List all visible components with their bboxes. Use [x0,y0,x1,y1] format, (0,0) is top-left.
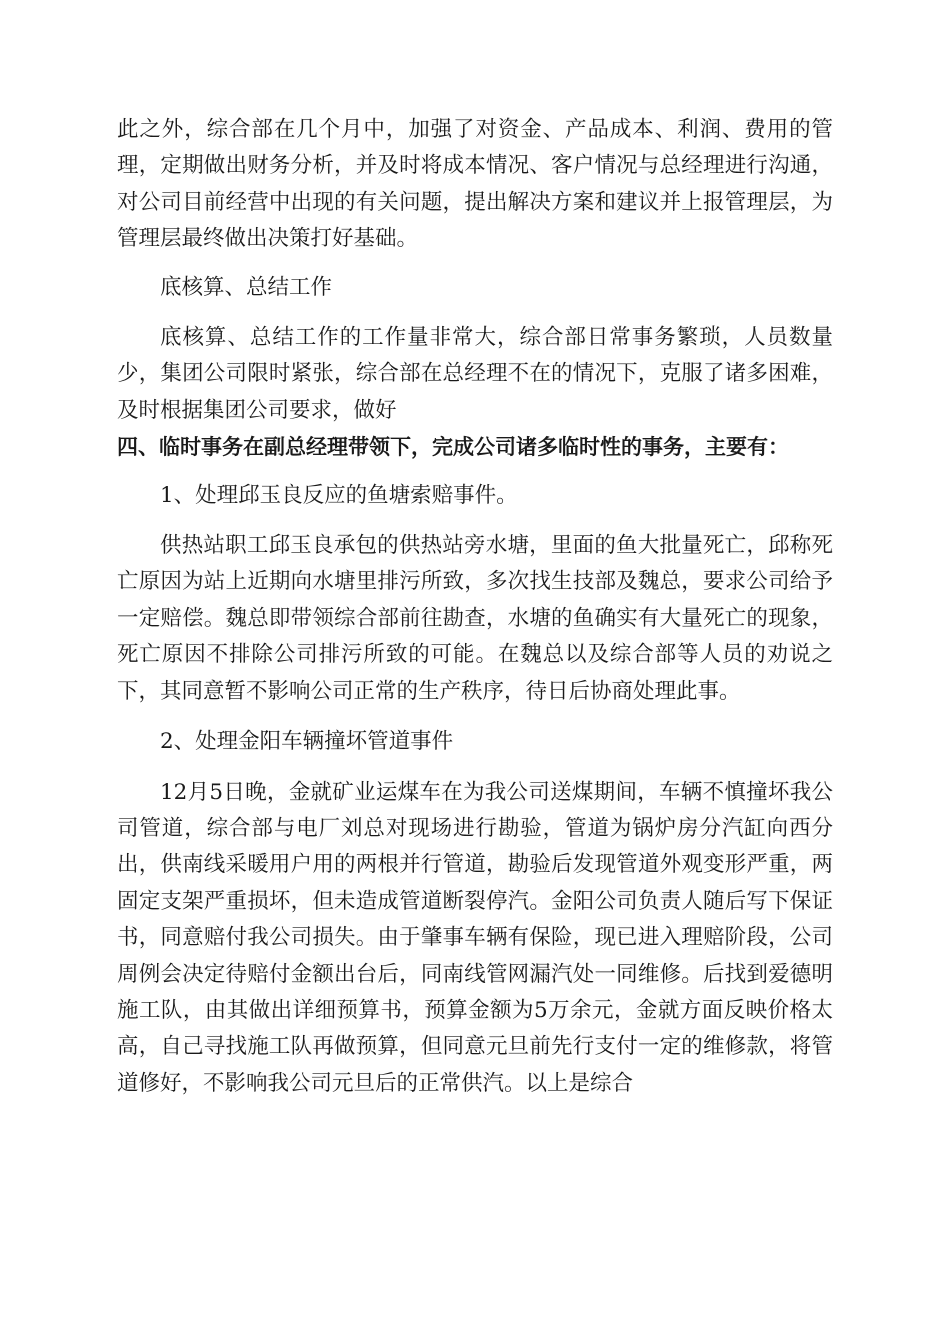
item-1-title: 1、处理邱玉良反应的鱼塘索赔事件。 [160,482,518,508]
item-1-body: 供热站职工邱玉良承包的供热站旁水塘，里面的鱼大批量死亡，邱称死亡原因为站上近期向水塘里排污所致，多次找生技部及魏总，要求公司给予一定赔偿。魏总即带领综合部前往勘查，水塘的鱼确实有大量死亡的现象，死亡原因不排除公司排污所致的可能。在魏总以及综合部等人员的劝说之下，其同意暂不影响公司正常的生产秩序，待日后协商处理此事。 [117,533,833,704]
document-page [117,112,833,1102]
item-2-body: 12月5日晚，金就矿业运煤车在为我公司送煤期间，车辆不慎撞坏我公司管道，综合部与电厂刘总对现场进行勘验，管道为锅炉房分汽缸向西分出，供南线采暖用户用的两根并行管道，勘验后发现管道外观变形严重，两固定支架严重损坏，但未造成管道断裂停汽。金阳公司负责人随后写下保证书，同意赔付我公司损失。由于肇事车辆有保险，现已进入理赔阶段，公司周例会决定待赔付金额出台后，同南线管网漏汽处一同维修。后找到爱德明施工队，由其做出详细预算书，预算金额为5万余元，金就方面反映价格太高，自己寻找施工队再做预算，但同意元旦前先行支付一定的维修款，将管道修好，不影响我公司元旦后的正常供汽。以上是综合 [117,779,833,1096]
paragraph-year-end-accounting: 底核算、总结工作的工作量非常大，综合部日常事务繁琐，人员数量少，集团公司限时紧张，综合部在总经理不在的情况下，克服了诸多困难，及时根据集团公司要求，做好 [117,325,833,423]
item-2-title: 2、处理金阳车辆撞坏管道事件 [160,729,454,755]
heading-temporary-affairs: 四、临时事务在副总经理带领下，完成公司诸多临时性的事务，主要有： [117,435,789,460]
section-title-year-end-accounting: 底核算、总结工作 [160,274,333,300]
paragraph-finance-management: 此之外，综合部在几个月中，加强了对资金、产品成本、利润、费用的管理，定期做出财务分析，并及时将成本情况、客户情况与总经理进行沟通，对公司目前经营中出现的有关问题，提出解决方案和建议并上报管理层，为管理层最终做出决策打好基础。 [117,117,833,252]
